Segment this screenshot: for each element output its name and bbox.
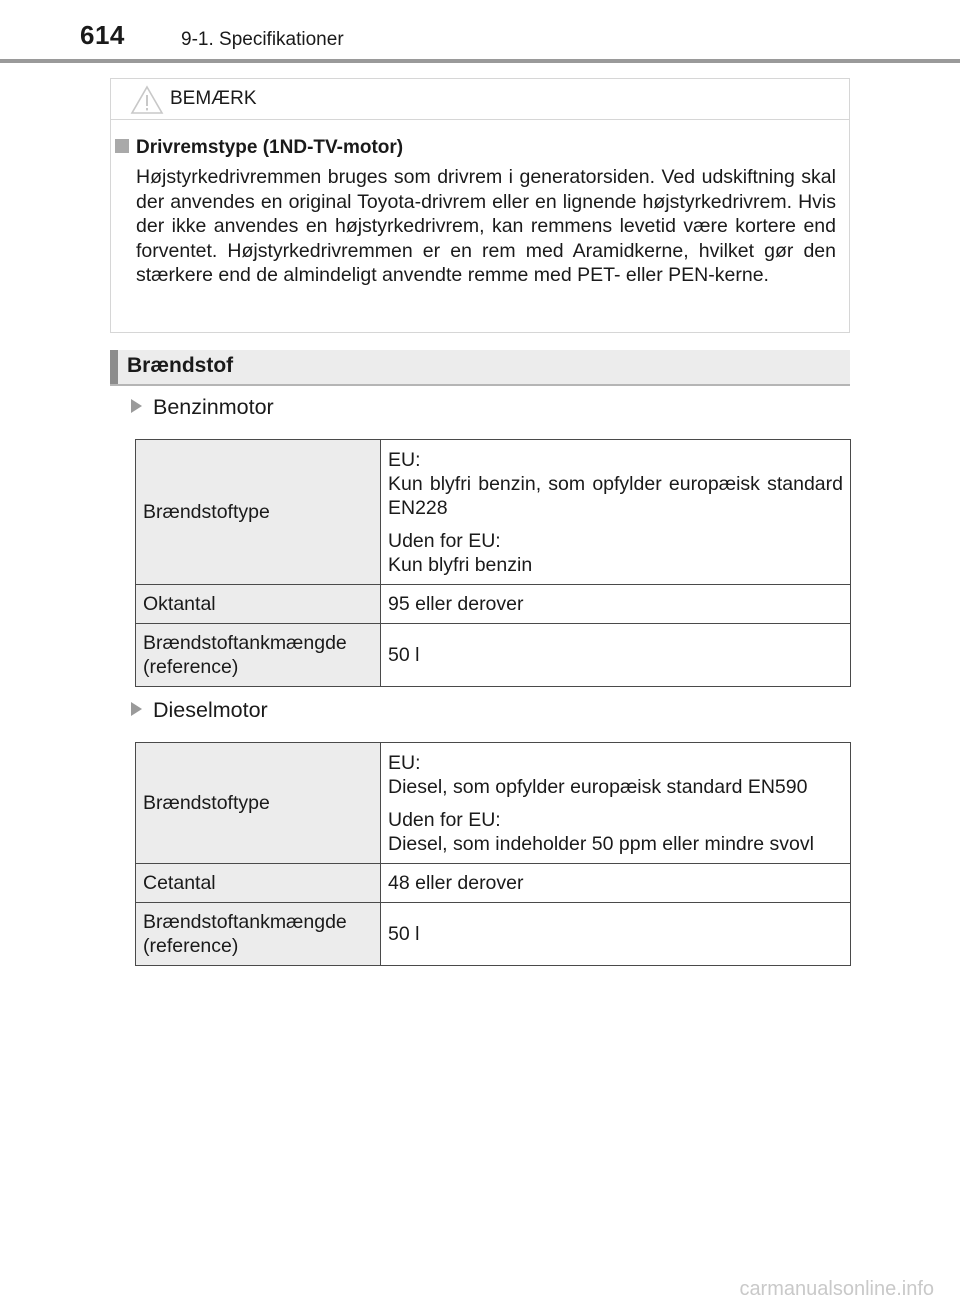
row-value: 50 l: [381, 624, 851, 687]
petrol-heading-text: Benzinmotor: [153, 395, 274, 419]
row-label: Brændstoftype: [136, 743, 381, 864]
triangle-bullet-icon: [131, 702, 142, 716]
section-band: [110, 350, 850, 386]
diesel-heading-text: Dieselmotor: [153, 698, 268, 722]
eu-text: Diesel, som opfylder europæisk standard EN590: [388, 775, 808, 798]
row-value: 95 eller derover: [381, 585, 851, 624]
note-subheading-text: Drivremstype (1ND-TV-motor): [136, 137, 404, 158]
non-eu-label: Uden for EU:: [388, 808, 501, 831]
eu-paragraph: [388, 751, 843, 799]
page-number: 614: [80, 20, 125, 50]
triangle-bullet-icon: [131, 399, 142, 413]
eu-label: EU:: [388, 448, 421, 471]
petrol-spec-table: [135, 439, 851, 687]
section-title: 9-1. Specifikationer: [181, 29, 344, 50]
watermark: carmanualsonline.info: [739, 1278, 934, 1300]
row-value: [381, 440, 851, 585]
note-header: [111, 79, 849, 120]
non-eu-paragraph: [388, 529, 843, 577]
diesel-heading: [131, 698, 268, 723]
table-row: [136, 743, 851, 864]
petrol-heading: [131, 395, 274, 420]
row-value: [381, 743, 851, 864]
non-eu-text: Kun blyfri benzin: [388, 553, 533, 576]
section-band-bar: [110, 350, 118, 384]
row-label: Oktantal: [136, 585, 381, 624]
row-value: 48 eller derover: [381, 864, 851, 903]
eu-text: Kun blyfri benzin, som opfylder europæisk standard EN228: [388, 472, 843, 519]
section-band-title: Brændstof: [127, 354, 234, 377]
table-row: [136, 585, 851, 624]
row-label: Brændstoftype: [136, 440, 381, 585]
row-label: Cetantal: [136, 864, 381, 903]
non-eu-paragraph: [388, 808, 843, 856]
row-label: Brændstoftankmængde (reference): [136, 624, 381, 687]
page-header: [0, 0, 960, 64]
note-body: Højstyrkedrivremmen bruges som drivrem i generatorsiden. Ved udskiftning skal der anvendes en original Toyota-drivrem eller en lignende højstyrkedrivrem. Hvis der ikke anvendes en højstyrkedrivrem, kan remmens levetid være kortere end forventet. Højstyrkedrivremmen er en rem med Aramidkerne, hvilket gør den stærkere end de almindeligt anvendte remme med PET- eller PEN-kerne.: [136, 166, 836, 286]
non-eu-label: Uden for EU:: [388, 529, 501, 552]
diesel-spec-table: [135, 742, 851, 966]
eu-label: EU:: [388, 751, 421, 774]
eu-paragraph: [388, 448, 843, 520]
warning-triangle-icon: [130, 85, 164, 115]
table-row: [136, 903, 851, 966]
non-eu-text: Diesel, som indeholder 50 ppm eller mindre svovl: [388, 832, 814, 855]
header-rule: [0, 59, 960, 63]
square-bullet-icon: [115, 139, 129, 153]
table-row: [136, 624, 851, 687]
table-row: [136, 440, 851, 585]
row-value: 50 l: [381, 903, 851, 966]
table-row: [136, 864, 851, 903]
note-label: BEMÆRK: [170, 88, 257, 109]
note-subheading: [115, 137, 403, 159]
row-label: Brændstoftankmængde (reference): [136, 903, 381, 966]
note-box: [110, 78, 850, 333]
